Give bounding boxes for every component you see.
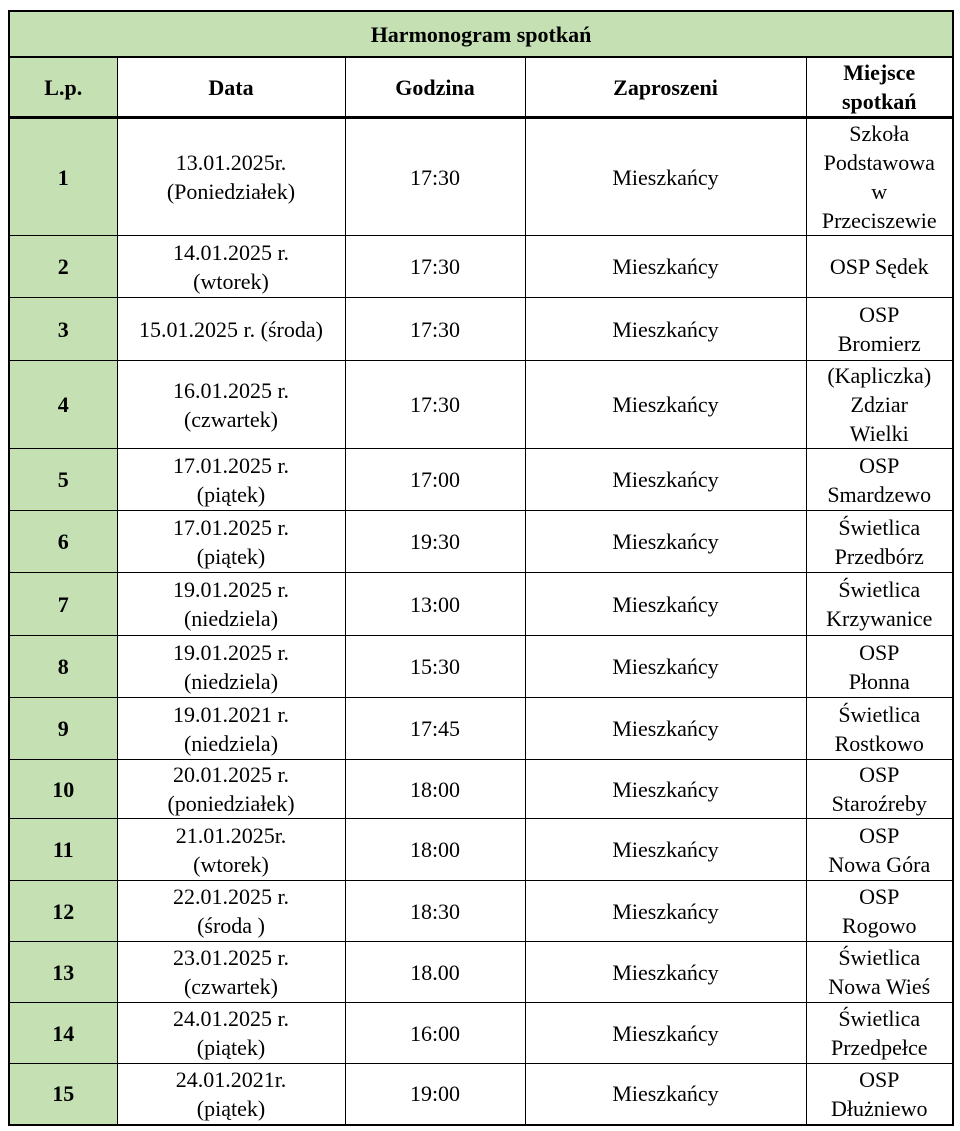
time-cell: 18:00 [345,760,525,819]
date-cell [117,511,345,573]
time-cell: 17:30 [345,118,525,236]
date-line: 24.01.2021r. [175,1066,287,1092]
place-cell [806,236,953,298]
date-line: (środa ) [197,913,265,938]
date-cell [117,236,345,298]
date-cell [117,1064,345,1125]
date-line: 24.01.2025 r. [172,1006,290,1031]
header-time: Godzina [345,57,525,118]
header-date: Data [117,57,345,118]
schedule-table [8,10,954,1126]
place-line: Krzywanice [826,606,933,631]
invited-cell: Mieszkańcy [525,942,806,1003]
date-line: 22.01.2025 r. [172,884,290,909]
table-row [9,236,953,298]
place-line: OSP [859,639,900,665]
place-cell [806,511,953,573]
header-invited: Zaproszeni [525,57,806,118]
time-cell: 15:30 [345,636,525,698]
date-cell [117,698,345,760]
table-row [9,573,953,636]
invited-cell: Mieszkańcy [525,881,806,942]
date-line: (poniedziałek) [167,791,295,816]
date-line: (czwartek) [183,406,279,432]
date-cell [117,942,345,1003]
place-line: Rogowo [841,913,917,938]
date-line: (wtorek) [193,268,269,294]
place-line: OSP [859,822,900,848]
place-line: OSP Sędek [829,254,929,279]
time-cell: 17:00 [345,449,525,511]
invited-cell: Mieszkańcy [525,1003,806,1064]
place-line: Przeciszewie [821,208,937,233]
table-row [9,819,953,881]
header-row [9,57,953,118]
header-place-line1: Miejsce [843,60,916,85]
place-cell [806,573,953,636]
date-line: (wtorek) [193,851,269,877]
date-line: (Poniedziałek) [166,179,296,204]
table-title: Harmonogram spotkań [9,11,953,57]
place-cell [806,760,953,819]
date-cell [117,118,345,236]
date-line: (czwartek) [183,974,279,999]
row-number: 5 [9,449,117,511]
date-line: (piątek) [196,481,266,507]
place-cell [806,819,953,881]
date-line: (niedziela) [183,730,279,756]
date-line: 14.01.2025 r. [172,239,290,265]
place-line: Szkoła [849,121,910,146]
place-line: w [871,179,888,204]
invited-cell: Mieszkańcy [525,511,806,573]
row-number: 9 [9,698,117,760]
place-line: Płonna [848,668,910,694]
date-cell [117,760,345,819]
row-number: 2 [9,236,117,298]
row-number: 6 [9,511,117,573]
place-line: Rostkowo [834,730,924,756]
invited-cell: Mieszkańcy [525,636,806,698]
header-lp: L.p. [9,57,117,118]
date-cell [117,573,345,636]
place-line: (Kapliczka) [827,363,932,388]
invited-cell: Mieszkańcy [525,298,806,361]
table-row [9,298,953,361]
place-line: Przedpełce [831,1035,928,1060]
invited-cell: Mieszkańcy [525,236,806,298]
place-cell [806,298,953,361]
date-line: 19.01.2025 r. [172,639,290,665]
row-number: 11 [9,819,117,881]
date-line: 13.01.2025r. [175,150,287,175]
table-row [9,636,953,698]
date-line: (piątek) [196,543,266,569]
time-cell: 16:00 [345,1003,525,1064]
place-line: Nowa Wieś [828,974,931,999]
date-line: 19.01.2021 r. [172,701,290,727]
place-line: Zdziar [850,392,908,417]
place-line: Staroźreby [831,791,927,816]
date-line: 23.01.2025 r. [172,945,290,970]
place-cell [806,361,953,449]
place-line: OSP [859,302,900,327]
place-cell [806,698,953,760]
date-line: (niedziela) [183,668,279,694]
invited-cell: Mieszkańcy [525,573,806,636]
header-place-line2: spotkań [841,89,917,114]
row-number: 1 [9,118,117,236]
row-number: 13 [9,942,117,1003]
table-row [9,511,953,573]
time-cell: 18:30 [345,881,525,942]
time-cell: 17:45 [345,698,525,760]
date-cell [117,819,345,881]
time-cell: 17:30 [345,361,525,449]
table-row [9,449,953,511]
row-number: 15 [9,1064,117,1125]
date-line: 17.01.2025 r. [172,452,290,478]
date-line: 15.01.2025 r. (środa) [139,316,323,342]
place-line: Smardzewo [827,481,932,507]
place-line: Wielki [849,421,909,446]
row-number: 8 [9,636,117,698]
header-place [806,57,953,118]
row-number: 14 [9,1003,117,1064]
place-line: OSP [859,884,900,909]
place-cell [806,1003,953,1064]
place-line: OSP [859,762,900,787]
place-line: Przedbórz [834,543,924,569]
time-cell: 17:30 [345,298,525,361]
invited-cell: Mieszkańcy [525,1064,806,1125]
place-line: Bromierz [837,331,921,356]
place-line: Świetlica [838,577,921,602]
time-cell: 19:30 [345,511,525,573]
date-cell [117,1003,345,1064]
place-cell [806,636,953,698]
date-line: 16.01.2025 r. [172,377,290,403]
time-cell: 13:00 [345,573,525,636]
row-number: 3 [9,298,117,361]
place-cell [806,881,953,942]
place-cell [806,1064,953,1125]
date-line: (piątek) [196,1095,266,1121]
date-cell [117,298,345,361]
table-row [9,942,953,1003]
row-number: 12 [9,881,117,942]
date-line: (niedziela) [183,606,279,631]
invited-cell: Mieszkańcy [525,118,806,236]
place-cell [806,118,953,236]
place-line: Nowa Góra [828,851,931,877]
place-cell [806,449,953,511]
date-line: 17.01.2025 r. [172,514,290,540]
place-line: Świetlica [838,701,921,727]
invited-cell: Mieszkańcy [525,698,806,760]
date-line: 21.01.2025r. [175,822,287,848]
place-line: Świetlica [838,514,921,540]
invited-cell: Mieszkańcy [525,449,806,511]
date-cell [117,636,345,698]
time-cell: 19:00 [345,1064,525,1125]
table-row [9,361,953,449]
row-number: 10 [9,760,117,819]
table-row [9,760,953,819]
table-row [9,698,953,760]
place-cell [806,942,953,1003]
time-cell: 18.00 [345,942,525,1003]
table-row [9,118,953,236]
place-line: OSP [859,1066,900,1092]
time-cell: 17:30 [345,236,525,298]
table-row [9,1003,953,1064]
place-line: Świetlica [838,1006,921,1031]
table-row [9,1064,953,1125]
table-body [9,118,953,1125]
place-line: OSP [859,452,900,478]
row-number: 4 [9,361,117,449]
invited-cell: Mieszkańcy [525,760,806,819]
table-row [9,881,953,942]
time-cell: 18:00 [345,819,525,881]
invited-cell: Mieszkańcy [525,361,806,449]
place-line: Świetlica [838,945,921,970]
date-line: 20.01.2025 r. [172,762,290,787]
title-row [9,11,953,57]
date-line: 19.01.2025 r. [172,577,290,602]
row-number: 7 [9,573,117,636]
place-line: Dłużniewo [830,1095,928,1121]
date-line: (piątek) [196,1035,266,1060]
date-cell [117,449,345,511]
invited-cell: Mieszkańcy [525,819,806,881]
place-line: Podstawowa [823,150,935,175]
date-cell [117,361,345,449]
date-cell [117,881,345,942]
